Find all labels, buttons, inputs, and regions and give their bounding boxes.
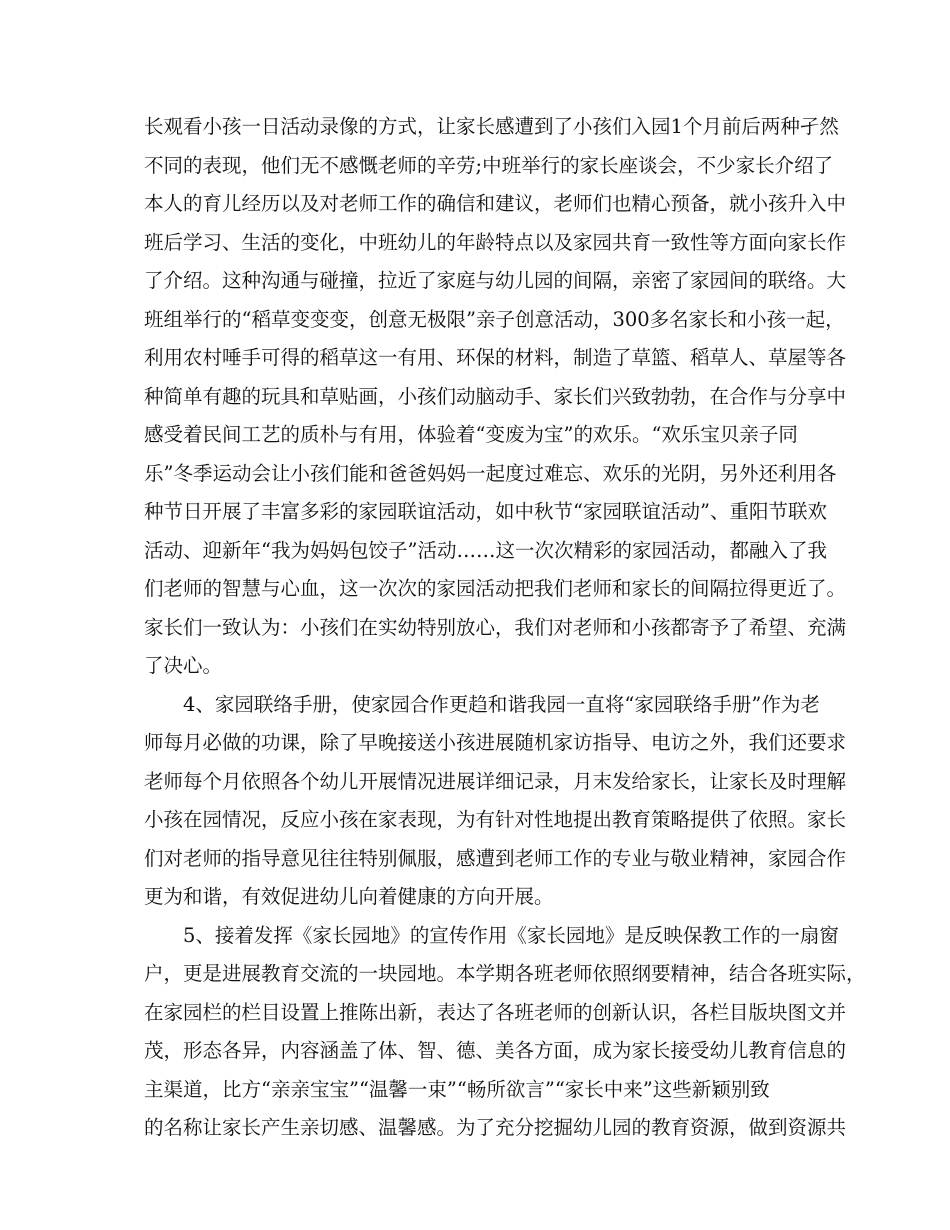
text-line: 了决心。 (144, 654, 223, 677)
text-line: 5、接着发挥《家长园地》的宣传作用《家长园地》是反映保教工作的一扇窗 (183, 923, 839, 947)
text-line: 茂，形态各异，内容涵盖了体、智、德、美各方面，成为家长接受幼儿教育信息的 (144, 1039, 847, 1062)
text-line: 更为和谐，有效促进幼儿向着健康的方向开展。 (144, 885, 554, 908)
text-line: 在家园栏的栏目设置上推陈出新，表达了各班老师的创新认识，各栏目版块图文并 (144, 1000, 847, 1024)
text-line: 种简单有趣的玩具和草贴画，小孩们动脑动手、家长们兴致勃勃，在合作与分享中 (144, 384, 847, 408)
text-line: 班组举行的“稻草变变变，创意无极限”亲子创意活动，300多名家长和小孩一起， (144, 307, 845, 331)
text-line: 户，更是进展教育交流的一块园地。本学期各班老师依照纲要精神，结合各班实际， (144, 962, 866, 985)
text-line: 老师每个月依照各个幼儿开展情况进展详细记录，月末发给家长，让家长及时理解 (144, 769, 847, 793)
text-line: 师每月必做的功课，除了早晚接送小孩进展随机家访指导、电访之外，我们还要求 (144, 731, 847, 754)
text-line: 感受着民间工艺的质朴与有用，体验着“变废为宝”的欢乐。“欢乐宝贝亲子同 (144, 423, 798, 446)
text-line: 利用农村唾手可得的稻草这一有用、环保的材料，制造了草篮、稻草人、草屋等各 (144, 346, 847, 369)
text-line: 长观看小孩一日活动录像的方式，让家长感遭到了小孩们入园1个月前后两种孑然 (144, 115, 839, 138)
text-line: 们对老师的指导意见往往特别佩服，感遭到老师工作的专业与敬业精神，家园合作 (144, 846, 847, 870)
text-line: 的名称让家长产生亲切感、温馨感。为了充分挖掘幼儿园的教育资源，做到资源共 (144, 1116, 847, 1139)
text-line: 们老师的智慧与心血，这一次次的家园活动把我们老师和家长的间隔拉得更近了。 (144, 577, 847, 600)
body-text (144, 108, 866, 1148)
text-line: 不同的表现，他们无不感慨老师的辛劳;中班举行的家长座谈会，不少家长介绍了 (144, 153, 834, 177)
text-line: 班后学习、生活的变化，中班幼儿的年龄特点以及家园共育一致性等方面向家长作 (144, 230, 847, 254)
text-line: 家长们一致认为：小孩们在实幼特别放心，我们对老师和小孩都寄予了希望、充满 (144, 615, 847, 639)
text-line: 了介绍。这种沟通与碰撞，拉近了家庭与幼儿园的间隔，亲密了家园间的联络。大 (144, 269, 847, 292)
text-line: 乐”冬季运动会让小孩们能和爸爸妈妈一起度过难忘、欢乐的光阴，另外还利用各 (144, 461, 837, 485)
text-line: 主渠道，比方“亲亲宝宝”“温馨一束”“畅所欲言”“家长中来”这些新颖别致 (144, 1077, 770, 1101)
text-line: 小孩在园情况，反应小孩在家表现，为有针对性地提出教育策略提供了依照。家长 (144, 808, 847, 831)
text-line: 活动、迎新年“我为妈妈包饺子”活动……这一次次精彩的家园活动，都融入了我 (144, 538, 827, 562)
text-line: 种节日开展了丰富多彩的家园联谊活动，如中秋节“家园联谊活动”、重阳节联欢 (144, 500, 827, 523)
text-line: 本人的育儿经历以及对老师工作的确信和建议，老师们也精心预备，就小孩升入中 (144, 192, 847, 215)
text-line: 4、家园联络手册，使家园合作更趋和谐我园一直将“家园联络手册”作为老 (183, 692, 820, 716)
